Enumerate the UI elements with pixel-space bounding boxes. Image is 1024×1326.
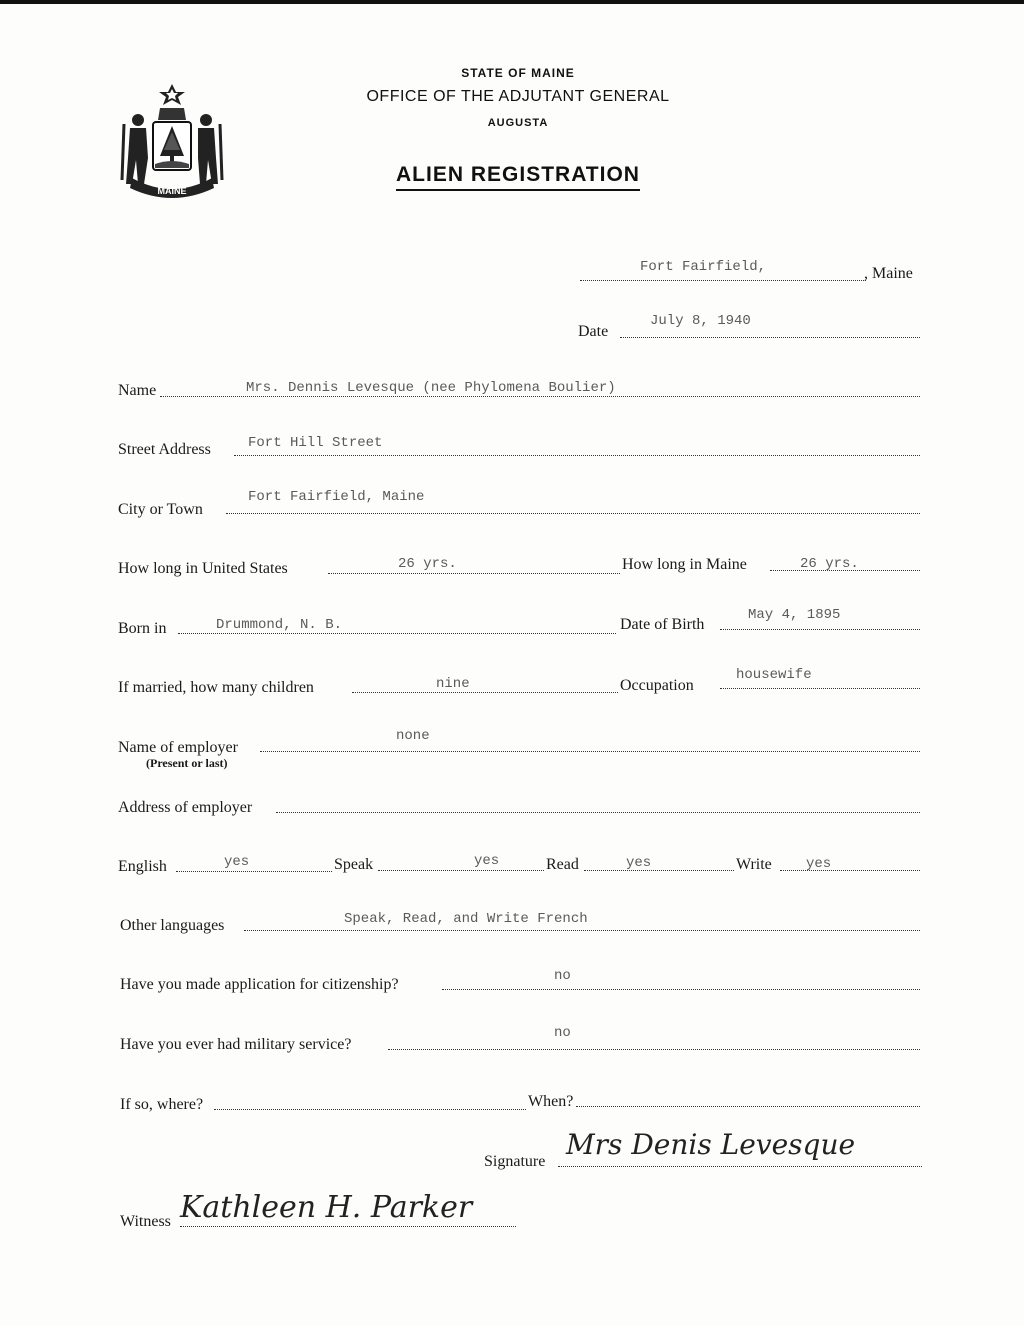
name-value: Mrs. Dennis Levesque (nee Phylomena Boulier) [246,380,616,396]
military-dots [388,1049,920,1050]
read-value: yes [626,855,652,871]
citizenship-dots [442,989,920,990]
write-value: yes [806,856,832,872]
born-label: Born in [118,620,167,637]
write-label: Write [736,856,772,873]
occupation-dots [720,688,920,689]
us-years-label: How long in United States [118,560,288,577]
other-languages-value: Speak, Read, and Write French [344,911,588,927]
english-value: yes [224,854,250,870]
citizenship-label: Have you made application for citizenship? [120,976,399,993]
children-label: If married, how many children [118,679,314,696]
dob-value: May 4, 1895 [748,607,841,623]
city-dots [226,513,920,514]
occupation-value: housewife [736,667,812,683]
born-dots [178,633,616,634]
speak-dots [378,870,544,871]
city-heading: AUGUSTA [487,117,549,129]
maine-years-value: 26 yrs. [800,556,859,572]
write-dots [780,870,920,871]
when-label: When? [528,1093,574,1110]
occupation-label: Occupation [620,677,694,694]
employer-label: Name of employer [118,739,238,756]
state-heading: STATE OF MAINE [461,66,575,80]
location-state-label: , Maine [864,265,913,282]
maine-years-label: How long in Maine [622,556,747,573]
english-dots [176,871,332,872]
us-years-dots [328,573,620,574]
other-languages-label: Other languages [120,917,225,934]
office-heading: OFFICE OF THE ADJUTANT GENERAL [366,88,670,105]
street-dots [234,455,920,456]
children-value: nine [436,676,470,692]
employer-address-dots [276,812,920,813]
street-label: Street Address [118,441,211,458]
employer-address-label: Address of employer [118,799,253,816]
date-label: Date [578,323,609,340]
speak-label: Speak [334,856,374,873]
street-value: Fort Hill Street [248,435,383,451]
city-label: City or Town [118,501,203,518]
name-label: Name [118,382,157,399]
form-title [0,163,1024,187]
employer-dots [260,751,920,752]
name-dots [160,396,920,397]
english-label: English [118,858,167,875]
dob-label: Date of Birth [620,616,705,633]
signature-value: Mrs Denis Levesque [566,1128,856,1161]
location-town-value: Fort Fairfield, [640,259,767,275]
read-dots [584,870,734,871]
signature-dots [558,1166,922,1167]
witness-value: Kathleen H. Parker [180,1190,473,1225]
date-dots [620,337,920,338]
military-value: no [554,1025,571,1041]
us-years-value: 26 yrs. [398,556,457,572]
witness-label: Witness [120,1213,171,1230]
signature-label: Signature [484,1153,546,1170]
speak-value: yes [474,853,500,869]
employer-value: none [396,728,430,744]
scan-border [0,0,1024,4]
witness-dots [180,1226,516,1227]
when-dots [576,1106,920,1107]
dob-dots [720,629,920,630]
read-label: Read [546,856,579,873]
where-label: If so, where? [120,1096,204,1113]
date-value: July 8, 1940 [650,313,751,329]
location-dots [580,280,866,281]
children-dots [352,692,618,693]
where-dots [214,1109,526,1110]
citizenship-value: no [554,968,571,984]
seal-banner-text: MAINE [157,186,187,196]
military-label: Have you ever had military service? [120,1036,352,1053]
form-title-text: ALIEN REGISTRATION [396,163,640,191]
other-languages-dots [244,930,920,931]
born-value: Drummond, N. B. [216,617,343,633]
employer-sub-label: (Present or last) [146,756,228,770]
city-value: Fort Fairfield, Maine [248,489,425,505]
